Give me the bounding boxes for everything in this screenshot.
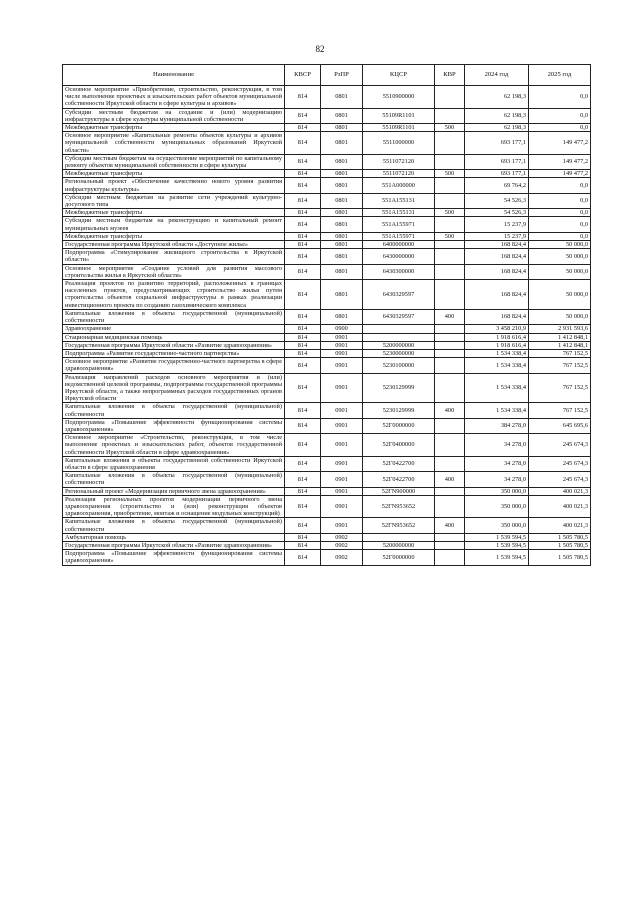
cell-name: Подпрограмма «Развитие государственно-частного партнерства» xyxy=(63,349,285,357)
cell-name: Основное мероприятие «Приобретение, строительство, реконструкция, в том числе выполнение проектных и изыскательских работ объектов муниципальной собственности Иркутской области в сфере культуры и архивов» xyxy=(63,86,285,109)
cell-kcsr: 5230129999 xyxy=(363,373,435,403)
cell-kcsr: 6430329597 xyxy=(363,309,435,324)
table-row xyxy=(63,241,591,249)
cell-kvr: 400 xyxy=(435,403,465,418)
cell-name: Капитальные вложения в объекты государственной (муниципальной) собственности xyxy=(63,518,285,533)
cell-rzpr: 0901 xyxy=(321,333,363,341)
cell-2024: 62 198,3 xyxy=(465,108,529,123)
cell-2025: 1 412 848,1 xyxy=(529,341,591,349)
cell-2025: 245 674,3 xyxy=(529,456,591,471)
cell-name: Основное мероприятие «Создание условий для развития массового строительства жилья в Иркутской области» xyxy=(63,264,285,279)
cell-2024: 168 824,4 xyxy=(465,309,529,324)
cell-2025: 400 021,3 xyxy=(529,495,591,518)
table-row xyxy=(63,533,591,541)
cell-name: Стационарная медицинская помощь xyxy=(63,333,285,341)
budget-table xyxy=(62,64,591,566)
table-row xyxy=(63,341,591,349)
cell-2024: 168 824,4 xyxy=(465,264,529,279)
cell-2024: 168 824,4 xyxy=(465,241,529,249)
cell-rzpr: 0801 xyxy=(321,86,363,109)
table-row xyxy=(63,472,591,487)
cell-rzpr: 0902 xyxy=(321,550,363,565)
cell-kvr xyxy=(435,178,465,193)
cell-rzpr: 0801 xyxy=(321,309,363,324)
cell-2025: 400 021,3 xyxy=(529,518,591,533)
cell-kcsr xyxy=(363,325,435,333)
cell-2025: 1 412 848,1 xyxy=(529,333,591,341)
cell-rzpr: 0801 xyxy=(321,170,363,178)
cell-name: Подпрограмма «Повышение эффективности функционирования системы здравоохранения» xyxy=(63,418,285,433)
cell-kvr xyxy=(435,550,465,565)
cell-kvr xyxy=(435,341,465,349)
cell-2024: 384 278,0 xyxy=(465,418,529,433)
cell-2025: 0,0 xyxy=(529,124,591,132)
cell-kvsr: 814 xyxy=(285,472,321,487)
cell-kcsr: 52Г0000000 xyxy=(363,550,435,565)
cell-kvr: 500 xyxy=(435,170,465,178)
cell-kvr: 400 xyxy=(435,518,465,533)
cell-kvsr: 814 xyxy=(285,487,321,495)
cell-2025: 0,0 xyxy=(529,108,591,123)
cell-name: Реализация проектов по развитию территорий, расположенных в границах населенных пунктов, предусматривающих строительство жилья путем строительства объектов социальной инфраструктуры в рамках реализации инвестиционного проекта по созданию газохимического комплекса xyxy=(63,280,285,310)
cell-kvsr: 814 xyxy=(285,178,321,193)
cell-kcsr: 5511072120 xyxy=(363,154,435,169)
cell-rzpr: 0801 xyxy=(321,232,363,240)
cell-rzpr: 0901 xyxy=(321,456,363,471)
column-header-2024: 2024 год xyxy=(465,65,529,86)
cell-name: Межбюджетные трансферты xyxy=(63,209,285,217)
cell-rzpr: 0901 xyxy=(321,358,363,373)
cell-2025: 400 021,3 xyxy=(529,487,591,495)
cell-2025: 50 000,0 xyxy=(529,241,591,249)
cell-kvr xyxy=(435,533,465,541)
cell-kvr xyxy=(435,264,465,279)
cell-rzpr: 0801 xyxy=(321,264,363,279)
cell-kvsr: 814 xyxy=(285,193,321,208)
cell-2024: 350 000,0 xyxy=(465,487,529,495)
cell-kvr: 500 xyxy=(435,124,465,132)
cell-kvr xyxy=(435,358,465,373)
cell-rzpr: 0801 xyxy=(321,154,363,169)
cell-kcsr xyxy=(363,533,435,541)
cell-kcsr: 551A000000 xyxy=(363,178,435,193)
cell-rzpr: 0900 xyxy=(321,325,363,333)
page-number: 82 xyxy=(315,44,325,54)
cell-kcsr: 52ГN900000 xyxy=(363,487,435,495)
cell-kcsr xyxy=(363,333,435,341)
cell-2025: 50 000,0 xyxy=(529,280,591,310)
cell-kcsr: 52ГN953652 xyxy=(363,518,435,533)
cell-2024: 1 539 594,5 xyxy=(465,550,529,565)
cell-kvsr: 814 xyxy=(285,325,321,333)
cell-kvsr: 814 xyxy=(285,241,321,249)
cell-name: Субсидии местным бюджетам на реконструкцию и капитальный ремонт муниципальных музеев xyxy=(63,217,285,232)
cell-2025: 50 000,0 xyxy=(529,249,591,264)
cell-kvr xyxy=(435,349,465,357)
cell-rzpr: 0801 xyxy=(321,280,363,310)
table-row xyxy=(63,358,591,373)
cell-kvsr: 814 xyxy=(285,358,321,373)
cell-2024: 350 000,0 xyxy=(465,495,529,518)
table-row xyxy=(63,456,591,471)
cell-kcsr: 5510900000 xyxy=(363,86,435,109)
cell-2024: 15 237,9 xyxy=(465,232,529,240)
cell-kvr: 500 xyxy=(435,232,465,240)
cell-rzpr: 0801 xyxy=(321,178,363,193)
cell-2025: 1 505 780,5 xyxy=(529,533,591,541)
cell-kvsr: 814 xyxy=(285,495,321,518)
cell-2025: 50 000,0 xyxy=(529,309,591,324)
cell-2025: 245 674,3 xyxy=(529,434,591,457)
cell-kcsr: 6430300000 xyxy=(363,264,435,279)
cell-kcsr: 5511000000 xyxy=(363,132,435,155)
table-row xyxy=(63,86,591,109)
cell-kcsr: 52ГN953652 xyxy=(363,495,435,518)
cell-rzpr: 0901 xyxy=(321,472,363,487)
cell-2025: 0,0 xyxy=(529,178,591,193)
cell-2025: 50 000,0 xyxy=(529,264,591,279)
cell-kcsr: 5200000000 xyxy=(363,341,435,349)
cell-kvr xyxy=(435,193,465,208)
cell-2024: 1 918 616,4 xyxy=(465,341,529,349)
cell-kvr xyxy=(435,373,465,403)
cell-2024: 69 764,2 xyxy=(465,178,529,193)
cell-rzpr: 0901 xyxy=(321,341,363,349)
cell-name: Капитальные вложения в объекты государственной собственности Иркутской области в сфере здравоохранения xyxy=(63,456,285,471)
table-row xyxy=(63,124,591,132)
table-row xyxy=(63,434,591,457)
table-row xyxy=(63,518,591,533)
cell-2024: 62 198,3 xyxy=(465,124,529,132)
cell-2024: 1 918 616,4 xyxy=(465,333,529,341)
cell-kvsr: 814 xyxy=(285,550,321,565)
table-row xyxy=(63,349,591,357)
cell-rzpr: 0801 xyxy=(321,241,363,249)
cell-kvr xyxy=(435,434,465,457)
cell-name: Основное мероприятие «Развитие государственно-частного партнерства в сфере здравоохранения» xyxy=(63,358,285,373)
cell-kcsr: 5230100000 xyxy=(363,358,435,373)
table-row xyxy=(63,264,591,279)
cell-name: Капитальные вложения в объекты государственной (муниципальной) собственности xyxy=(63,309,285,324)
cell-kvr xyxy=(435,325,465,333)
cell-kvr xyxy=(435,541,465,549)
table-row xyxy=(63,249,591,264)
cell-name: Государственная программа Иркутской области «Развитие здравоохранения» xyxy=(63,341,285,349)
cell-rzpr: 0902 xyxy=(321,533,363,541)
cell-2025: 767 152,5 xyxy=(529,373,591,403)
cell-name: Капитальные вложения в объекты государственной (муниципальной) собственности xyxy=(63,472,285,487)
table-row xyxy=(63,193,591,208)
cell-2024: 168 824,4 xyxy=(465,280,529,310)
table-row xyxy=(63,309,591,324)
cell-name: Государственная программа Иркутской области «Доступное жилье» xyxy=(63,241,285,249)
cell-kvr xyxy=(435,241,465,249)
column-header-2025: 2025 год xyxy=(529,65,591,86)
cell-name: Государственная программа Иркутской области «Развитие здравоохранения» xyxy=(63,541,285,549)
cell-2024: 1 534 338,4 xyxy=(465,373,529,403)
cell-rzpr: 0901 xyxy=(321,403,363,418)
cell-kvsr: 814 xyxy=(285,373,321,403)
cell-name: Региональный проект «Модернизация первичного звена здравоохранения» xyxy=(63,487,285,495)
column-header-kvr: КВР xyxy=(435,65,465,86)
cell-name: Субсидии местным бюджетам на развитие сети учреждений культурно-досугового типа xyxy=(63,193,285,208)
cell-name: Межбюджетные трансферты xyxy=(63,232,285,240)
cell-kvr xyxy=(435,333,465,341)
cell-2025: 0,0 xyxy=(529,217,591,232)
cell-kvsr: 814 xyxy=(285,209,321,217)
cell-2024: 168 824,4 xyxy=(465,249,529,264)
cell-kvsr: 814 xyxy=(285,86,321,109)
cell-2024: 693 177,1 xyxy=(465,132,529,155)
cell-2024: 34 278,0 xyxy=(465,434,529,457)
cell-name: Реализация направлений расходов основного мероприятия и (или) ведомственной целевой программы, подпрограммы государственной программы Иркутской области, а также непрограммных расходов государственных органов Иркутской области xyxy=(63,373,285,403)
cell-2024: 1 534 338,4 xyxy=(465,349,529,357)
cell-2025: 2 931 593,6 xyxy=(529,325,591,333)
cell-rzpr: 0901 xyxy=(321,495,363,518)
table-row xyxy=(63,550,591,565)
cell-kcsr: 551A155971 xyxy=(363,217,435,232)
column-header-rzpr: РзПР xyxy=(321,65,363,86)
cell-2024: 54 526,3 xyxy=(465,193,529,208)
cell-2025: 767 152,5 xyxy=(529,349,591,357)
cell-kcsr: 5511072120 xyxy=(363,170,435,178)
cell-kvsr: 814 xyxy=(285,249,321,264)
cell-kvsr: 814 xyxy=(285,349,321,357)
cell-name: Региональный проект «Обеспечение качественно нового уровня развития инфраструктуры культуры» xyxy=(63,178,285,193)
cell-2024: 3 458 210,9 xyxy=(465,325,529,333)
cell-2024: 54 526,3 xyxy=(465,209,529,217)
cell-name: Амбулаторная помощь xyxy=(63,533,285,541)
cell-kvr xyxy=(435,280,465,310)
cell-name: Капитальные вложения в объекты государственной (муниципальной) собственности xyxy=(63,403,285,418)
cell-kvsr: 814 xyxy=(285,418,321,433)
cell-rzpr: 0801 xyxy=(321,108,363,123)
column-header-kvsr: КВСР xyxy=(285,65,321,86)
column-header-kcsr: КЦСР xyxy=(363,65,435,86)
cell-kvr xyxy=(435,495,465,518)
cell-name: Здравоохранение xyxy=(63,325,285,333)
cell-2024: 1 534 338,4 xyxy=(465,358,529,373)
cell-kvsr: 814 xyxy=(285,108,321,123)
cell-kvr xyxy=(435,418,465,433)
cell-name: Субсидии местным бюджетам на создание и (или) модернизацию инфраструктуры в сфере культуры муниципальной собственности xyxy=(63,108,285,123)
table-header-row xyxy=(63,65,591,86)
table-row xyxy=(63,541,591,549)
cell-kvr xyxy=(435,108,465,123)
table-row xyxy=(63,209,591,217)
cell-kvsr: 814 xyxy=(285,333,321,341)
cell-kvr xyxy=(435,217,465,232)
cell-name: Реализация региональных проектов модернизации первичного звена здравоохранения (строительство и (или) реконструкция объектов здравоохранения, приобретение, монтаж и оснащение модульных конструкций) xyxy=(63,495,285,518)
cell-kvsr: 814 xyxy=(285,217,321,232)
cell-kvsr: 814 xyxy=(285,341,321,349)
cell-kcsr: 6430000000 xyxy=(363,249,435,264)
table-row xyxy=(63,132,591,155)
cell-kcsr: 551A155131 xyxy=(363,209,435,217)
cell-rzpr: 0801 xyxy=(321,132,363,155)
table-row xyxy=(63,217,591,232)
cell-2024: 693 177,1 xyxy=(465,154,529,169)
cell-kvsr: 814 xyxy=(285,264,321,279)
table-row xyxy=(63,108,591,123)
table-row xyxy=(63,178,591,193)
cell-kcsr: 52Г0000000 xyxy=(363,418,435,433)
cell-kvsr: 814 xyxy=(285,403,321,418)
cell-kcsr: 5230000000 xyxy=(363,349,435,357)
cell-kvsr: 814 xyxy=(285,154,321,169)
cell-rzpr: 0901 xyxy=(321,373,363,403)
cell-name: Межбюджетные трансферты xyxy=(63,124,285,132)
cell-kvr xyxy=(435,487,465,495)
column-header-name: Наименование xyxy=(63,65,285,86)
cell-kcsr: 6430329597 xyxy=(363,280,435,310)
cell-rzpr: 0901 xyxy=(321,349,363,357)
cell-name: Подпрограмма «Стимулирование жилищного строительства в Иркутской области» xyxy=(63,249,285,264)
cell-kvr xyxy=(435,249,465,264)
cell-2024: 350 000,0 xyxy=(465,518,529,533)
cell-kcsr: 5200000000 xyxy=(363,541,435,549)
cell-rzpr: 0901 xyxy=(321,418,363,433)
table-row xyxy=(63,170,591,178)
cell-kvsr: 814 xyxy=(285,309,321,324)
cell-rzpr: 0801 xyxy=(321,209,363,217)
cell-rzpr: 0902 xyxy=(321,541,363,549)
cell-2025: 645 695,6 xyxy=(529,418,591,433)
cell-kvsr: 814 xyxy=(285,434,321,457)
cell-2024: 693 177,1 xyxy=(465,170,529,178)
cell-kcsr: 5230129999 xyxy=(363,403,435,418)
table-body xyxy=(63,86,591,566)
cell-2024: 62 198,3 xyxy=(465,86,529,109)
cell-2025: 1 505 780,5 xyxy=(529,541,591,549)
cell-2025: 0,0 xyxy=(529,209,591,217)
cell-kcsr: 52Г0422700 xyxy=(363,456,435,471)
cell-kcsr: 52Г0400000 xyxy=(363,434,435,457)
cell-rzpr: 0901 xyxy=(321,518,363,533)
table-row xyxy=(63,418,591,433)
cell-kvr xyxy=(435,132,465,155)
cell-2024: 1 539 594,5 xyxy=(465,541,529,549)
cell-kvr xyxy=(435,154,465,169)
cell-kvsr: 814 xyxy=(285,124,321,132)
cell-kvr xyxy=(435,86,465,109)
cell-kvsr: 814 xyxy=(285,132,321,155)
cell-kcsr: 55109R1101 xyxy=(363,108,435,123)
cell-2025: 767 152,5 xyxy=(529,403,591,418)
cell-2025: 149 477,2 xyxy=(529,154,591,169)
cell-kvsr: 814 xyxy=(285,170,321,178)
table-row xyxy=(63,325,591,333)
cell-kvsr: 814 xyxy=(285,541,321,549)
cell-kvr: 400 xyxy=(435,309,465,324)
cell-2024: 15 237,9 xyxy=(465,217,529,232)
cell-2024: 1 539 594,5 xyxy=(465,533,529,541)
table-row xyxy=(63,232,591,240)
cell-kvsr: 814 xyxy=(285,232,321,240)
cell-rzpr: 0801 xyxy=(321,193,363,208)
cell-2024: 1 534 338,4 xyxy=(465,403,529,418)
cell-2025: 1 505 780,5 xyxy=(529,550,591,565)
cell-kvr xyxy=(435,456,465,471)
cell-rzpr: 0801 xyxy=(321,249,363,264)
cell-kvr: 500 xyxy=(435,209,465,217)
table-row xyxy=(63,373,591,403)
cell-kcsr: 55109R1101 xyxy=(363,124,435,132)
table-row xyxy=(63,154,591,169)
cell-rzpr: 0901 xyxy=(321,434,363,457)
cell-rzpr: 0801 xyxy=(321,124,363,132)
cell-2025: 0,0 xyxy=(529,232,591,240)
cell-name: Основное мероприятие «Строительство, реконструкция, в том числе выполнение проектных и изыскательских работ, объектов государственной собственности Иркутской области в сфере здравоохранения» xyxy=(63,434,285,457)
table-row xyxy=(63,333,591,341)
cell-2025: 245 674,3 xyxy=(529,472,591,487)
cell-kcsr: 551A155131 xyxy=(363,193,435,208)
cell-kcsr: 52Г0422700 xyxy=(363,472,435,487)
cell-name: Основное мероприятие «Капитальные ремонты объектов культуры и архивов муниципальной собственности муниципальных образований Иркутской области» xyxy=(63,132,285,155)
table-row xyxy=(63,495,591,518)
cell-name: Субсидии местным бюджетам на осуществление мероприятий по капитальному ремонту объектов муниципальной собственности в сфере культуры xyxy=(63,154,285,169)
cell-kvsr: 814 xyxy=(285,518,321,533)
table-row xyxy=(63,487,591,495)
cell-rzpr: 0901 xyxy=(321,487,363,495)
cell-name: Межбюджетные трансферты xyxy=(63,170,285,178)
table-row xyxy=(63,403,591,418)
cell-name: Подпрограмма «Повышение эффективности функционирования системы здравоохранения» xyxy=(63,550,285,565)
cell-2024: 34 278,0 xyxy=(465,456,529,471)
cell-kvr: 400 xyxy=(435,472,465,487)
cell-2025: 149 477,2 xyxy=(529,170,591,178)
cell-2025: 149 477,2 xyxy=(529,132,591,155)
cell-2025: 0,0 xyxy=(529,86,591,109)
cell-2025: 767 152,5 xyxy=(529,358,591,373)
cell-2025: 0,0 xyxy=(529,193,591,208)
cell-kvsr: 814 xyxy=(285,456,321,471)
table-row xyxy=(63,280,591,310)
cell-kvsr: 814 xyxy=(285,533,321,541)
cell-rzpr: 0801 xyxy=(321,217,363,232)
cell-kcsr: 551A155971 xyxy=(363,232,435,240)
cell-kcsr: 6400000000 xyxy=(363,241,435,249)
cell-2024: 34 278,0 xyxy=(465,472,529,487)
cell-kvsr: 814 xyxy=(285,280,321,310)
